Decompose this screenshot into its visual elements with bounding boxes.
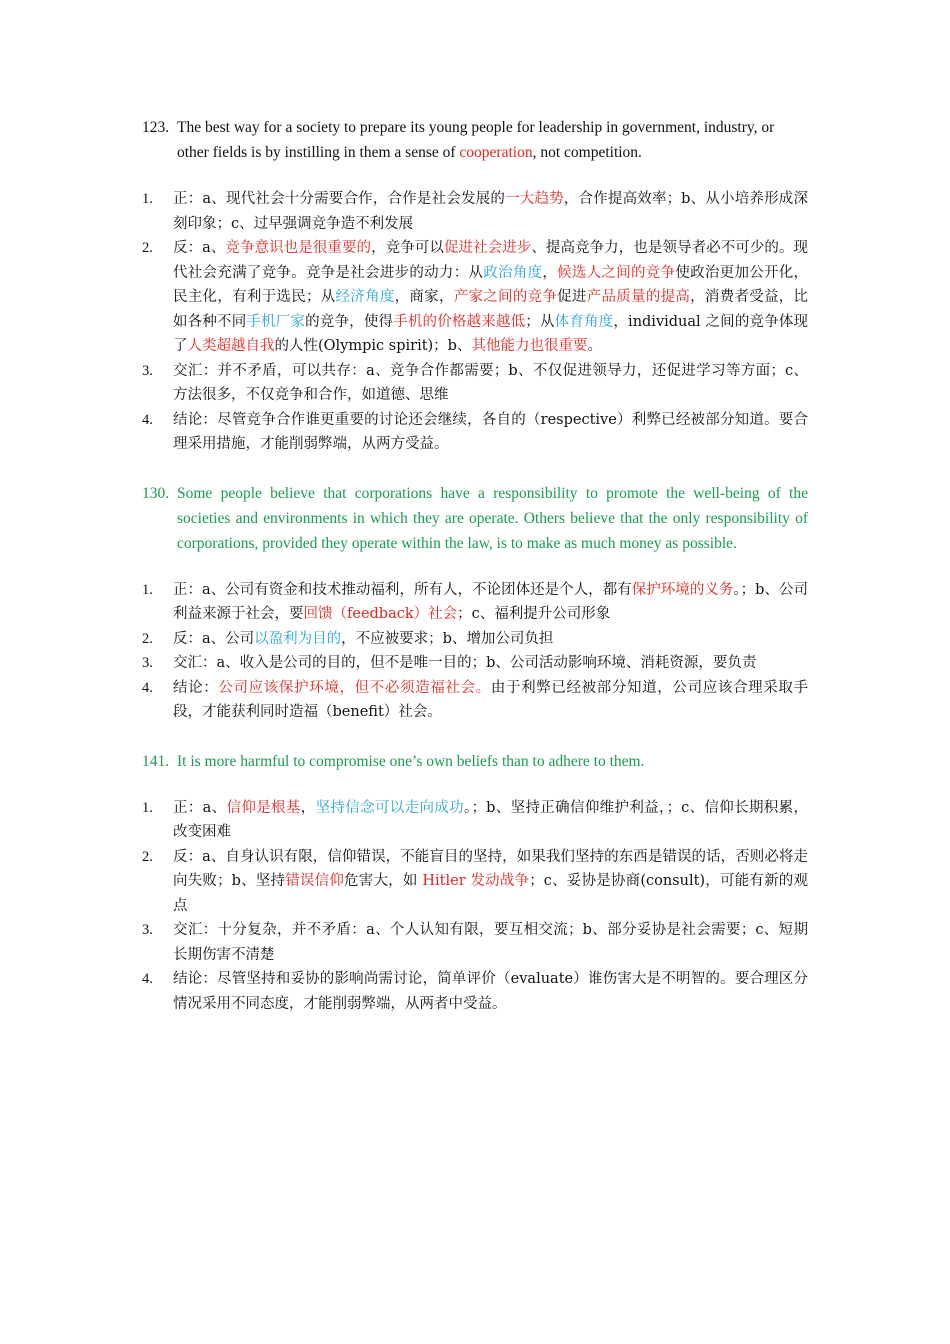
point-index: 3. xyxy=(142,362,153,379)
point-text: 交汇：十分复杂，并不矛盾：a、个人认知有限，要互相交流；b、部分妥协是社会需要；c、短期长期伤害不清楚 xyxy=(173,922,808,963)
point-index: 2. xyxy=(142,630,153,647)
point-text: ， xyxy=(542,264,558,281)
topic-141-points xyxy=(142,796,808,1017)
point-item xyxy=(142,236,808,359)
point-item xyxy=(142,676,808,725)
highlighted-text: 手机的价格越来越低 xyxy=(393,313,526,330)
point-text: 由于利弊已经被部分知道，公司应该合理采取手段，才能获利同时造福（benefit）社会。 xyxy=(173,679,809,720)
point-index: 1. xyxy=(142,799,153,816)
point-item xyxy=(142,796,808,845)
point-text: ，individual 之间的竞争体现了 xyxy=(173,313,809,354)
prompt-text: The best way for a society to prepare its young people for leadership in government, industry, or other fields is by instilling in them a sense of xyxy=(177,119,775,161)
highlighted-text: 产家之间的竞争 xyxy=(453,289,558,305)
highlighted-text: 候选人之间的竞争 xyxy=(557,264,676,281)
prompt-text-end: , not competition. xyxy=(532,144,642,161)
point-item xyxy=(142,187,808,236)
point-item xyxy=(142,651,808,676)
point-text: 结论：尽管竞争合作谁更重要的讨论还会继续，各自的（respective）利弊已经被部分知道。要合理采用措施，才能削弱弊端，从两方受益。 xyxy=(173,411,808,452)
highlighted-text: Hitler 发动战争 xyxy=(422,873,530,889)
highlighted-text: 一大趋势 xyxy=(505,191,564,207)
point-index: 2. xyxy=(142,240,153,256)
point-text: ；c、福利提升公司形象 xyxy=(457,606,611,622)
point-item xyxy=(142,845,808,919)
point-index: 3. xyxy=(142,922,153,938)
topic-130-prompt xyxy=(142,481,808,556)
highlighted-text: 以盈利为目的 xyxy=(254,630,342,647)
point-text: 反：a、 xyxy=(173,240,226,256)
point-text: 反：a、公司 xyxy=(173,630,255,647)
point-text: 正：a、 xyxy=(173,799,227,816)
highlighted-text: 保护环境的义务 xyxy=(631,581,734,598)
point-text: ，合作提高效率；b、从小培养形成深刻印象；c、过早强调竞争造不利发展 xyxy=(173,191,809,232)
highlighted-text: 回馈（feedback）社会 xyxy=(303,606,458,622)
point-text: 交汇：a、收入是公司的目的，但不是唯一目的；b、公司活动影响环境、消耗资源，要负责 xyxy=(173,655,757,671)
highlighted-text: 产品质量的提高 xyxy=(586,289,691,305)
highlighted-text: 公司应该保护环境，但不必须造福社会。 xyxy=(218,679,491,696)
point-text: 、提高竞争力，也是领导者必不可少的。现代社会充满了竞争。竞争是社会进步的动力：从 xyxy=(173,240,809,281)
highlighted-text: 坚持信念可以走向成功 xyxy=(315,799,465,816)
point-text: 。 xyxy=(587,338,602,354)
highlighted-text: 政治角度 xyxy=(483,264,543,281)
point-text: 正：a、公司有资金和技术推动福利，所有人，不论团体还是个人，都有 xyxy=(173,581,632,598)
point-text: 。；b、坚持正确信仰维护利益，；c、信仰长期积累，改变困难 xyxy=(173,799,808,840)
point-text: 的人性(Olympic spirit)；b、 xyxy=(274,338,472,354)
point-item xyxy=(142,918,808,967)
point-text: 反：a、自身认识有限，信仰错误，不能盲目的坚持，如果我们坚持的东西是错误的话，否则必将走向失败；b、坚持 xyxy=(173,848,808,889)
prompt-highlight: cooperation xyxy=(459,144,533,161)
point-text: ；从 xyxy=(525,313,555,330)
point-text: ， xyxy=(300,799,316,816)
point-text: 的竞争，使得 xyxy=(305,313,394,330)
point-index: 2. xyxy=(142,848,153,865)
point-item xyxy=(142,627,808,652)
highlighted-text: 错误信仰 xyxy=(285,873,345,889)
topic-141-prompt xyxy=(142,749,808,774)
point-text: 结论： xyxy=(173,679,219,696)
point-index: 1. xyxy=(142,191,153,207)
highlighted-text: 经济角度 xyxy=(335,289,395,305)
topic-number: 141. xyxy=(142,752,170,770)
point-index: 3. xyxy=(142,655,153,671)
point-index: 4. xyxy=(142,679,153,696)
topic-number: 130. xyxy=(142,484,170,502)
point-index: 1. xyxy=(142,581,153,598)
point-text: ，商家， xyxy=(394,289,454,305)
prompt-text: Some people believe that corporations have a responsibility to promote the well-being of the societies and environments in which they are operate. Others believe that the only responsibility of corporations, provided they operate within the law, is to make as much money as possible. xyxy=(177,484,808,552)
topic-123-prompt xyxy=(142,115,808,165)
point-text: 交汇：并不矛盾，可以共存：a、竞争合作都需要；b、不仅促进领导力，还促进学习等方面；c、方法很多，不仅竞争和合作，如道德、思维 xyxy=(173,362,808,403)
point-text: 。；b、公司利益来源于社会，要 xyxy=(173,581,808,622)
point-text: 危害大，如 xyxy=(344,873,423,889)
point-item xyxy=(142,967,808,1016)
highlighted-text: 促进社会进步 xyxy=(443,240,532,256)
highlighted-text: 信仰是根基 xyxy=(226,799,301,816)
topic-number: 123. xyxy=(142,119,170,136)
highlighted-text: 其他能力也很重要 xyxy=(471,338,588,354)
point-index: 4. xyxy=(142,411,153,428)
point-text: ，消费者受益，比如各种不同 xyxy=(173,289,809,330)
point-item xyxy=(142,408,808,457)
topic-130-points xyxy=(142,578,808,725)
highlighted-text: 手机厂家 xyxy=(246,313,306,330)
highlighted-text: 体育角度 xyxy=(554,313,614,330)
highlighted-text: 人类超越自我 xyxy=(187,338,275,354)
prompt-text: It is more harmful to compromise one’s own beliefs than to adhere to them. xyxy=(177,752,645,770)
point-text: ；c、妥协是协商(consult)，可能有新的观点 xyxy=(173,873,809,914)
point-text: 促进 xyxy=(557,289,587,305)
point-index: 4. xyxy=(142,971,153,987)
point-text: 结论：尽管坚持和妥协的影响尚需讨论，简单评价（evaluate）谁伤害大是不明智的。要合理区分情况采用不同态度，才能削弱弊端，从两者中受益。 xyxy=(173,971,808,1012)
topic-123-points xyxy=(142,187,808,457)
highlighted-text: 竞争意识也是很重要的 xyxy=(225,240,372,256)
point-text: ，不应被要求；b、增加公司负担 xyxy=(341,630,554,647)
point-item xyxy=(142,359,808,408)
point-text: ，竞争可以 xyxy=(371,240,444,256)
point-item xyxy=(142,578,808,627)
point-text: 正：a、现代社会十分需要合作，合作是社会发展的 xyxy=(173,191,506,207)
point-text: 使政治更加公开化，民主化，有利于选民；从 xyxy=(173,264,809,305)
